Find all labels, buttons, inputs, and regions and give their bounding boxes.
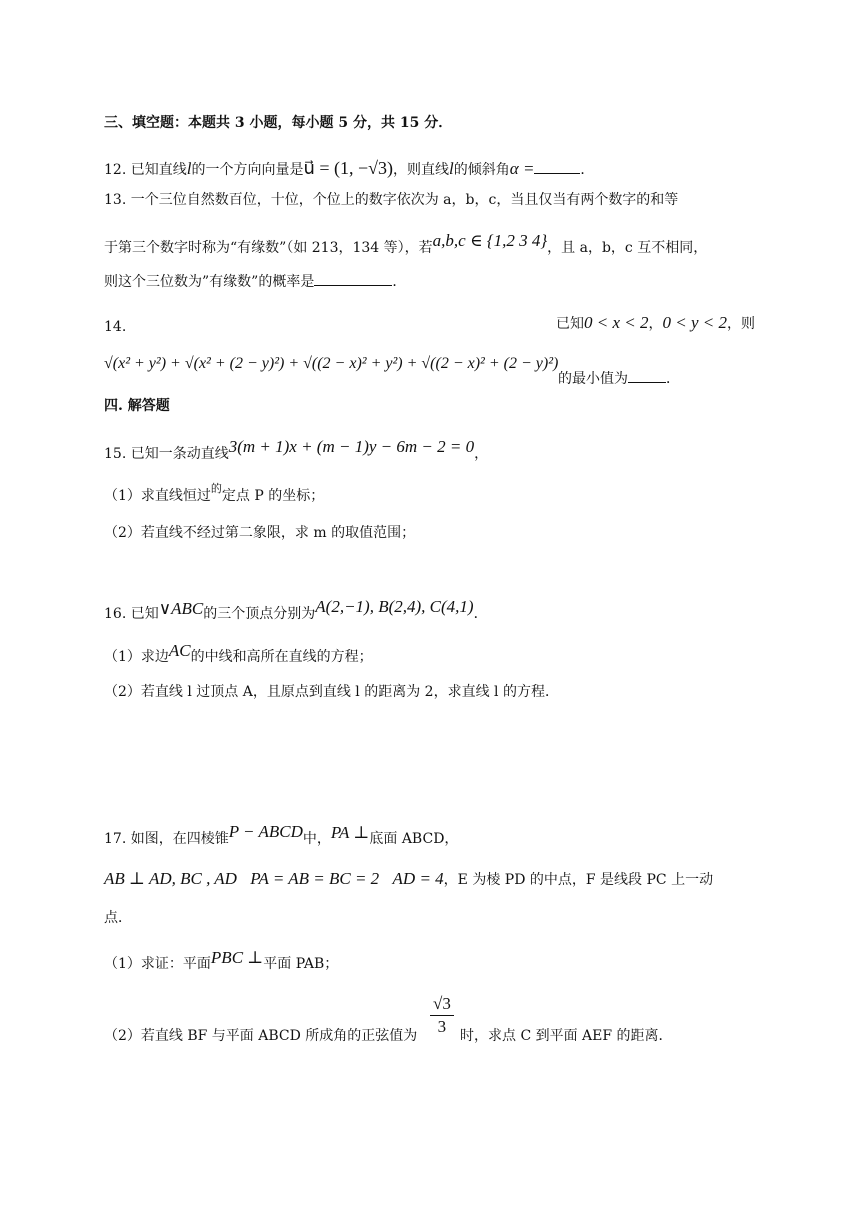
q14-expression-line (104, 354, 558, 374)
q14-text-b: ，则 (727, 316, 755, 332)
q13-line-2 (104, 231, 708, 258)
q12-var-l: l (186, 159, 192, 178)
section-3-heading: 三、填空题：本题共 3 小题，每小题 5 分，共 15 分． (104, 115, 453, 131)
q17-frac-num: √3 (430, 993, 454, 1016)
q17-pyramid: P − ABCD (228, 822, 303, 841)
section-4-heading: 四. 解答题 (104, 398, 170, 414)
q13-line-2a: 于第三个数字时称为“有缘数”（如 213，134 等），若 (104, 240, 433, 256)
q14-cond-y: 0 < y < 2 (662, 313, 727, 332)
q15-part-1 (104, 482, 325, 507)
q16-stem-a: 16. 已知 (104, 606, 159, 622)
q17-conditions (104, 869, 713, 890)
q16-p1-a: （1）求边 (104, 649, 169, 665)
q15-p1-a: （1）求直线恒过 (104, 488, 211, 504)
q17-cond-b: ，E 为棱 PD 的中点，F 是线段 PC 上一动 (443, 872, 714, 888)
q14-answer-blank[interactable] (628, 368, 666, 383)
q17-cond-1: AB ⊥ AD, BC , AD (104, 869, 237, 888)
q16-points: A(2,−1), B(2,4), C(4,1) (315, 597, 474, 616)
q15-p1-de: 的 (210, 482, 222, 495)
q17-p2-b: 时，求点 C 到平面 AEF 的距离． (460, 1028, 673, 1044)
q13-line-2b: ，且 a，b，c 互不相同， (547, 240, 708, 256)
q14-comma: ， (648, 316, 663, 332)
q14-expression: √(x² + y²) + √(x² + (2 − y)²) + √((2 − x)² + y²) + √((2 − x)² + (2 − y)²) (104, 355, 559, 372)
q17-cond-2: PA = AB = BC = 2 (250, 869, 380, 888)
q13-answer-blank[interactable] (314, 271, 392, 286)
q16-ac: AC (168, 641, 191, 660)
q12-end: ． (580, 162, 595, 178)
q13-set-expr: a,b,c ∈ {1,2 3 4} (432, 231, 548, 250)
q13-line-3a: 则这个三位数为”有缘数”的概率是 (104, 274, 315, 290)
q17-p1-b: 平面 PAB； (263, 956, 339, 972)
q17-pbc: PBC ⊥ (210, 948, 264, 967)
q17-stem-c: 底面 ABCD， (369, 831, 459, 847)
q17-stem-a: 17. 如图，在四棱锥 (104, 831, 229, 847)
q12-text-a: 已知直线 (130, 162, 187, 178)
q13-line-1: 13. 一个三位自然数百位，十位，个位上的数字依次为 a，b，c，当且仅当有两个数字的和等 (104, 192, 679, 208)
q15-part-2: （2）若直线不经过第二象限，求 m 的取值范围； (104, 525, 416, 541)
q14-text-c: 的最小值为 (558, 371, 628, 387)
q12-answer-blank[interactable] (534, 159, 580, 174)
q17-stem-b: 中， (302, 831, 331, 847)
q12-text-c: ，则直线 (393, 162, 450, 178)
q12-alpha: α = (509, 159, 535, 178)
question-12 (104, 158, 594, 180)
q15-stem-end: ， (474, 446, 489, 462)
q17-pa-perp: PA ⊥ (330, 823, 370, 842)
q17-cond-c: 点． (104, 910, 132, 926)
q14-end: ． (666, 371, 680, 387)
q12-var-l-2: l (449, 159, 454, 178)
q17-p1-a: （1）求证：平面 (104, 956, 211, 972)
q14-tail (558, 368, 680, 389)
q16-stem-b: 的三个顶点分别为 (203, 606, 316, 622)
q17-frac-den: 3 (437, 1017, 447, 1036)
q12-number: 12. (104, 162, 127, 178)
q14-text-a: 已知 (556, 316, 584, 332)
q16-stem (104, 597, 488, 624)
q17-p2-a: （2）若直线 BF 与平面 ABCD 所成角的正弦值为 (104, 1028, 418, 1044)
q16-stem-end: ． (473, 606, 488, 622)
q12-text-d: 的倾斜角 (453, 162, 510, 178)
q14-condition (556, 313, 755, 334)
q14-cond-x: 0 < x < 2 (584, 313, 649, 332)
q17-part-1 (104, 948, 339, 974)
q15-stem-a: 15. 已知一条动直线 (104, 446, 229, 462)
q17-fraction (430, 993, 454, 1038)
q12-vector: u⃗ = (1, −√3) (303, 158, 394, 178)
q12-text-b: 的一个方向向量是 (191, 162, 304, 178)
q16-triangle: ∨ABC (158, 599, 204, 618)
q14-number: 14. (104, 319, 127, 335)
q15-p1-b: 定点 P 的坐标； (221, 488, 325, 504)
q13-line-3-end: ． (392, 274, 407, 290)
q16-part-1 (104, 641, 373, 667)
q13-line-3 (104, 271, 406, 292)
q15-equation: 3(m + 1)x + (m − 1)y − 6m − 2 = 0 (228, 437, 475, 456)
q17-stem (104, 822, 459, 849)
q15-stem (104, 437, 489, 464)
q17-part-2 (104, 1026, 417, 1046)
q16-part-2: （2）若直线 l 过顶点 A，且原点到直线 l 的距离为 2，求直线 l 的方程． (104, 684, 559, 700)
q17-cond-3: AD = 4 (392, 869, 444, 888)
q16-p1-b: 的中线和高所在直线的方程； (190, 649, 373, 665)
